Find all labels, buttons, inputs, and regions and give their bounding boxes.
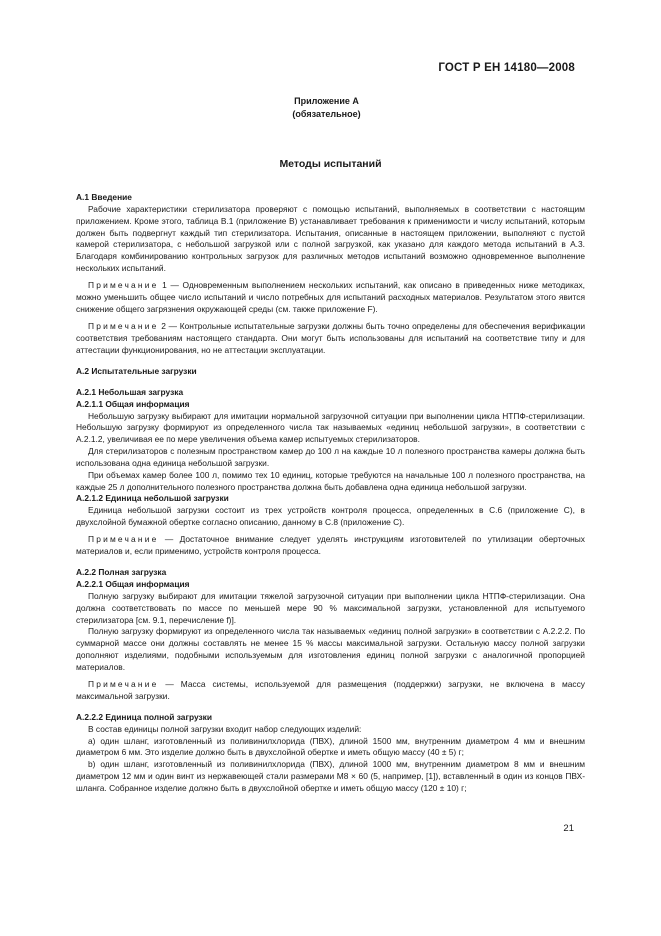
document-body	[76, 192, 585, 795]
note-a212	[76, 534, 585, 558]
note-label: Примечание	[88, 534, 159, 545]
paragraph-a221-1: Полную загрузку выбирают для имитации тяжелой загрузочной ситуации при выполнении цикла НТПФ-стерилизации. Она должна соответствовать по массе по меньшей мере 90 % максимальной загрузки, установленной для испытуемого стерилизатора [см. 9.1, перечисление f)].	[76, 590, 585, 625]
paragraph-a211-1: Небольшую загрузку выбирают для имитации нормальной загрузочной ситуации при выполнении цикла НТПФ-стерилизации. Небольшую загрузку формируют из определенного числа так называемых «единиц небольшой загрузки», в соответствии с А.2.1.2, увеличивая ее по мере увеличения объема камер испытуемых стерилизаторов.	[76, 410, 585, 445]
note-label: Примечание	[88, 321, 159, 332]
note-text: — Масса системы, используемой для размещения (поддержки) загрузки, не включена в массу максимальной загрузки.	[76, 679, 585, 702]
paragraph-a211-2: Для стерилизаторов с полезным пространством камер до 100 л на каждые 10 л полезного пространства камеры должна быть использована одна единица небольшой загрузки.	[76, 446, 585, 468]
section-title: Методы испытаний	[279, 158, 382, 170]
paragraph-a211-3: При объемах камер более 100 л, помимо тех 10 единиц, которые требуются на начальные 100 л полезного пространства, на каждые 25 л дополнительного полезного пространства должна быть добавлена одна единица небольшой загрузки.	[76, 469, 585, 492]
note-1	[76, 280, 585, 316]
heading-a211: А.2.1.1 Общая информация	[76, 398, 190, 409]
heading-a212: А.2.1.2 Единица небольшой загрузки	[76, 493, 229, 504]
heading-a2: А.2 Испытательные загрузки	[76, 365, 197, 376]
note-text: 1 — Одновременным выполнением нескольких испытаний, как описано в приведенных ниже методиках, можно уменьшить общее число испытаний и число потребных для испытаний расходных материалов. Результатом этого явится снижение общего загрязнения окружающей среды (см. также приложение F).	[76, 280, 585, 315]
annex-label: Приложение А	[294, 96, 359, 106]
heading-a22: А.2.2 Полная загрузка	[76, 567, 167, 578]
note-text: — Достаточное внимание следует уделять инструкциям изготовителей по утилизации оберточных материалов и, если применимо, устройств контроля процесса.	[76, 534, 585, 557]
heading-a21: А.2.1 Небольшая загрузка	[76, 386, 184, 397]
list-item-b: b) один шланг, изготовленный из поливинилхлорида (ПВХ), длиной 1000 мм, внутренним диаметром 8 мм и внешним диаметром 12 мм и один винт из нержавеющей стали размерами М8 × 60 (5, например, [1]), вставленный в один из концов ПВХ-шланга. Собранное изделие должно быть в двухслойной обертке и иметь общую массу (120 ± 10) г;	[76, 759, 585, 793]
note-label: Примечание	[88, 280, 159, 291]
note-label: Примечание	[88, 679, 159, 690]
document-code: ГОСТ Р ЕН 14180—2008	[438, 62, 575, 74]
heading-a222: А.2.2.2 Единица полной загрузки	[76, 711, 213, 722]
annex-status: (обязательное)	[292, 109, 361, 119]
annex-title	[0, 95, 661, 121]
page-number: 21	[563, 823, 574, 834]
heading-a221: А.2.2.1 Общая информация	[76, 578, 190, 589]
paragraph-a1-intro: Рабочие характеристики стерилизатора проверяют с помощью испытаний, выполняемых в соответствии с настоящим приложением. Кроме этого, таблица В.1 (приложение В) устанавливает требования к применимости и числу испытаний, которым должен быть подвергнут каждый тип стерилизатора. Испытания, описанные в настоящем приложении, выполняют с пустой камерой стерилизатора, с небольшой загрузкой или с полной загрузкой, как указано для каждого метода испытаний в А.3. Благодаря комбинированию контрольных загрузок для различных методов испытаний возможно одновременное выполнение нескольких испытаний.	[76, 203, 585, 274]
list-item-a: а) один шланг, изготовленный из поливинилхлорида (ПВХ), длиной 1500 мм, внутренним диаметром 4 мм и внешним диаметром 6 мм. Это изделие должно быть в двухслойной обертке и иметь общую массу (40 ± 5) г;	[76, 735, 585, 758]
paragraph-a221-2: Полную загрузку формируют из определенного числа так называемых «единиц полной загрузки» в соответствии с А.2.2.2. По суммарной массе они должны составлять не менее 15 % массы максимальной загрузки. Остальную массу полной загрузки дополняют изделиями, подобными используемым для изготовления единиц полной загрузки с аналогичной пропорцией материалов.	[76, 626, 585, 672]
note-2	[76, 321, 585, 357]
note-a221	[76, 679, 585, 703]
note-text: 2 — Контрольные испытательные загрузки должны быть точно определены для обеспечения верификации соответствия требованиям настоящего стандарта. Они могут быть использованы для испытаний на соответствие типу и для аттестации функционирования, но не аттестации эксплуатации.	[76, 321, 585, 356]
heading-a1: А.1 Введение	[76, 192, 132, 202]
paragraph-a222-1: В состав единицы полной загрузки входит набор следующих изделий:	[88, 723, 362, 734]
paragraph-a212-1: Единица небольшой загрузки состоит из трех устройств контроля процесса, определенных в С.6 (приложение С), в двухслойной бумажной обертке согласно описанию, данному в С.8 (приложение С).	[76, 505, 585, 528]
